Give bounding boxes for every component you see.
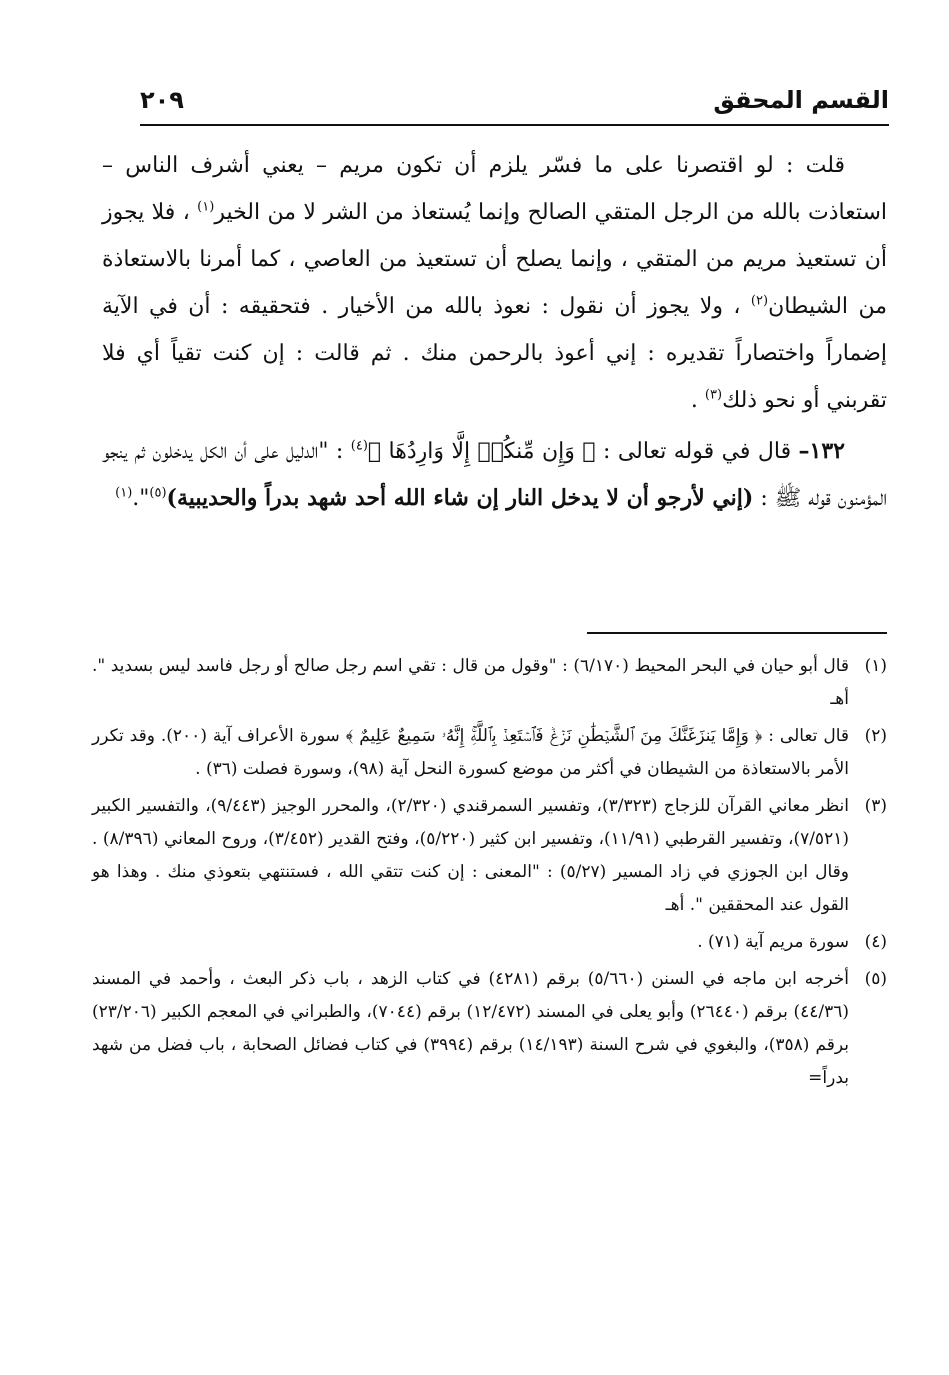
footnote-text: أخرجه ابن ماجه في السنن (٥/٦٦٠) برقم (٤٢٨١) في كتاب الزهد ، باب ذكر البعث ، وأحمد في المسند (٤٤/٣٦) برقم (٢٦٤٤٠) وأبو يعلى في المسند (١٢/٤٧٢) برقم (٧٠٤٤)، والطبراني في المعجم الكبير (٢٣/٢٠٦) برقم (٣٥٨)، والبغوي في شرح السنة (١٤/١٩٣) برقم (٣٩٩٤) في كتاب فضائل الصحابة ، باب فضل من شهد بدراً= [92,969,850,1088]
footnote-4 [92,926,887,959]
footnote-ref-2: (٢) [750,293,769,309]
paragraph-1-text-2: ، فلا يجوز أن تستعيذ مريم من المتقي ، وإنما يصلح أن تستعيذ من العاصي ، كما أمرنا بالاستعاذة من الشيطان [102,200,887,319]
entry-number: ١٣٢– [798,438,845,464]
footnote-text: انظر معاني القرآن للزجاج (٣/٣٢٣)، وتفسير السمرقندي (٢/٣٢٠)، والمحرر الوجيز (٩/٤٤٣)، والتفسير الكبير (٧/٥٢١)، وتفسير القرطبي (١١/٩١)، وتفسير ابن كثير (٥/٢٢٠)، وفتح القدير (٣/٤٥٢)، وروح المعاني (٨/٣٩٦) . وقال ابن الجوزي في زاد المسير (٥/٢٧) : "المعنى : إن كنت تتقي الله ، فستنتهي بتعوذي منك . وهذا هو القول عند المحققين ". أهـ [92,796,850,915]
header-rule [140,124,889,126]
footnote-ref-4: (٤) [350,438,368,454]
footnote-text: قال أبو حيان في البحر المحيط (٦/١٧٠) : "وقول من قال : تقي اسم رجل صالح أو رجل فاسد ليس بسديد ". أهـ [92,656,850,709]
footnote-1 [92,650,887,716]
running-header [140,82,889,122]
footnote-number: (١) [864,656,887,676]
footnote-number: (٥) [864,969,887,989]
quran-verse: ﴿ وَإِن مِّنكُمۡ إِلَّا وَارِدُهَا ﴾ [367,439,596,464]
footnote-ref-3: (٣) [704,387,723,403]
paragraph-1-text: قلت : لو اقتصرنا على ما فسّر يلزم أن تكون مريم – يعني أشرف الناس – استعاذت بالله من الرجل المتقي الصالح وإنما يُستعاذ من الشر لا من الخير [102,153,887,225]
footnote-ref-5: (٥) [149,485,167,501]
page-number: ٢٠٩ [140,86,184,114]
footnote-2 [92,720,887,786]
footnote-number: (٤) [864,932,887,952]
footnote-separator [587,632,887,634]
footnote-3 [92,790,887,922]
footnote-text: قال تعالى : ﴿ وَإِمَّا يَنزَغَنَّكَ مِنَ ٱلشَّيۡطَٰنِ نَزۡغٞ فَٱسۡتَعِذۡ بِٱللَّهِۚ إِنَّهُۥ سَمِيعٌ عَلِيمٌ ﴾ سورة الأعراف آية (٢٠٠). وقد تكرر الأمر بالاستعاذة من الشيطان في أكثر من موضع كسورة النحل آية (٩٨)، وسورة فصلت (٣٦) . [92,726,850,779]
paragraph-1-text-4: . [690,388,698,413]
paragraph-1-text-3: ، ولا يجوز أن نقول : نعوذ بالله من الأخيار . فتحقيقه : أن في الآية إضماراً واختصاراً تقديره : إني أعوذ بالرحمن منك . ثم قالت : إن كنت تقياً أي فلا تقربني أو نحو ذلك [102,294,887,413]
footnote-ref-1: (١) [197,199,215,215]
section-title: القسم المحقق [713,86,889,114]
footnote-5 [92,963,887,1095]
footnote-text: سورة مريم آية (٧١) . [697,932,849,952]
footnotes [92,650,887,1099]
paragraph-2-text-b: : "الدليل على أن الكل يدخلون ثم ينجو المؤمنون قوله ﷺ : [102,439,887,511]
main-text [102,142,887,522]
paragraph-2-text-a: قال في قوله تعالى : [602,439,792,464]
hadith-quote: (إني لأرجو أن لا يدخل النار إن شاء الله أحد شهد بدراً والحديبية) [166,485,754,511]
closing-quote: ". [132,486,150,511]
paragraph-2 [102,428,887,522]
paragraph-1 [102,142,887,424]
footnote-number: (٣) [864,796,887,816]
footnote-number: (٢) [864,726,887,746]
footnote-ref-6: (١) [115,485,133,501]
